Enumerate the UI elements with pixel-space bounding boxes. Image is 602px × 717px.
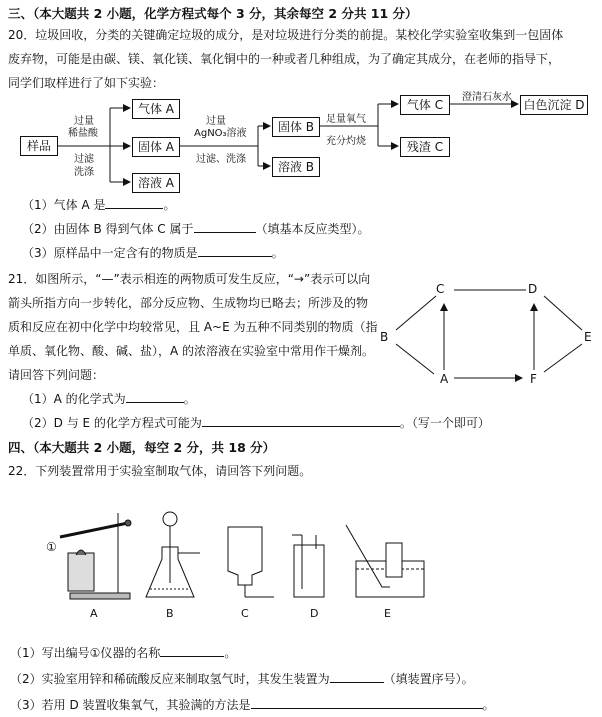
- q20-sub1-blank[interactable]: [105, 196, 163, 209]
- q22-sub2-blank[interactable]: [330, 670, 384, 683]
- edge-d-e: [544, 296, 582, 330]
- flow-sample: 样品: [20, 136, 58, 156]
- node-a: A: [440, 372, 449, 386]
- flow-step3-top: 足量氧气: [326, 114, 366, 125]
- q21-line1: 21．如图所示，“—”表示相连的两物质可发生反应，“→”表示可以向: [8, 272, 371, 286]
- q22-sub2-end: （填装置序号）。: [383, 672, 474, 686]
- q21-sub2: （2）D 与 E 的化学方程式可能为: [22, 416, 202, 430]
- marker-1: ①: [46, 540, 57, 554]
- q20-line3: 同学们取样进行了如下实验：: [8, 76, 165, 90]
- q22-sub3-end: 。: [482, 698, 495, 712]
- q20-sub1: （1）气体 A 是: [22, 198, 106, 212]
- flow-step1-b2: 洗涤: [74, 167, 94, 178]
- q21-line3: 质和反应在初中化学中均较常见，且 A~E 为五种不同类别的物质（指: [8, 320, 378, 334]
- q22-sub1-row: [10, 644, 236, 661]
- q21-sub2-end: 。（写一个即可）: [399, 416, 490, 430]
- q21-sub1-blank[interactable]: [126, 390, 184, 403]
- flow-step1-b1: 过滤: [74, 154, 94, 165]
- q22-sub3-row: [10, 696, 495, 713]
- q20-sub1-row: [22, 196, 176, 213]
- node-d: D: [528, 282, 538, 296]
- q22-sub1-end: 。: [224, 646, 237, 660]
- q21-sub1-end: 。: [183, 392, 196, 406]
- q21-relation-diagram: [370, 278, 602, 398]
- node-e: E: [584, 330, 592, 344]
- flow-gas-c: 气体 C: [400, 95, 450, 115]
- edge-b-c: [396, 296, 436, 330]
- q21-sub1-row: [22, 390, 196, 407]
- q20-line1: 20．垃圾回收，分类的关键确定垃圾的成分，是对垃圾进行分类的前提。某校化学实验室收集到一包固体: [8, 28, 564, 42]
- flow-solution-a: 溶液 A: [132, 173, 180, 193]
- q22-sub1: （1）写出编号①仪器的名称: [10, 646, 161, 660]
- q21-line4: 单质、氧化物、酸、碱、盐），A 的浓溶液在实验室中常用作干燥剂。: [8, 344, 375, 358]
- q21-line2: 箭头所指方向一步转化，部分反应物、生成物均已略去；所涉及的物: [8, 296, 369, 310]
- flow-step3-bottom: 充分灼烧: [326, 136, 366, 147]
- q21-sub2-row: [22, 414, 490, 431]
- q21-sub2-blank[interactable]: [202, 414, 400, 427]
- flow-solution-b: 溶液 B: [272, 157, 320, 177]
- flow-step4-top: 澄清石灰水: [462, 92, 512, 103]
- q21-line5: 请回答下列问题：: [8, 368, 105, 382]
- q20-sub3-blank[interactable]: [198, 244, 272, 257]
- apparatus-label-a: A: [90, 607, 98, 620]
- q20-sub2-blank[interactable]: [194, 220, 256, 233]
- apparatus-label-d: D: [310, 607, 319, 620]
- edge-b-a: [396, 344, 434, 374]
- q22-line1: 22．下列装置常用于实验室制取气体，请回答下列问题。: [8, 464, 312, 478]
- q20-sub1-end: 。: [163, 198, 176, 212]
- q20-line2: 废弃物，可能是由碳、镁、氧化镁、氧化铜中的一种或者几种组成，为了确定其成分，在老师的指导下，: [8, 52, 561, 66]
- flow-step2-bottom: 过滤、洗涤: [196, 154, 246, 165]
- q20-sub3: （3）原样品中一定含有的物质是: [22, 246, 198, 260]
- apparatus-label-e: E: [384, 607, 391, 620]
- flow-gas-a: 气体 A: [132, 99, 180, 119]
- apparatus-a: [60, 513, 131, 599]
- apparatus-e: [346, 525, 424, 597]
- node-c: C: [436, 282, 445, 296]
- q20-sub2-end: （填基本反应类型）。: [255, 222, 370, 236]
- flow-step1-mid: 稀盐酸: [68, 128, 98, 139]
- flow-step1-top: 过量: [74, 116, 94, 127]
- flow-white-precip-d: 白色沉淀 D: [520, 95, 588, 115]
- apparatus-label-b: B: [166, 607, 174, 620]
- apparatus-c: [228, 527, 274, 597]
- q22-sub3-blank[interactable]: [251, 696, 483, 709]
- q22-apparatus: [30, 505, 430, 605]
- flow-step2-mid: AgNO₃溶液: [194, 128, 247, 139]
- flow-step2-top: 过量: [206, 116, 226, 127]
- apparatus-b: [146, 512, 200, 597]
- node-f: F: [530, 372, 537, 386]
- flow-solid-b: 固体 B: [272, 117, 320, 137]
- q20-sub2-row: [22, 220, 370, 237]
- node-b: B: [380, 330, 389, 344]
- section3-heading: 三、（本大题共 2 小题，化学方程式每个 3 分，其余每空 2 分共 11 分）: [8, 6, 418, 21]
- section4-heading: 四、（本大题共 2 小题，每空 2 分，共 18 分）: [8, 440, 276, 455]
- q22-sub2: （2）实验室用锌和稀硫酸反应来制取氢气时，其发生装置为: [10, 672, 330, 686]
- flow-solid-a: 固体 A: [132, 137, 180, 157]
- edge-f-e: [544, 344, 582, 372]
- apparatus-d: [292, 535, 324, 597]
- q20-sub3-row: [22, 244, 284, 261]
- q20-sub3-end: 。: [271, 246, 284, 260]
- q22-sub2-row: [10, 670, 474, 687]
- apparatus-label-c: C: [241, 607, 249, 620]
- q20-sub2: （2）由固体 B 得到气体 C 属于: [22, 222, 194, 236]
- q22-sub1-blank[interactable]: [160, 644, 224, 657]
- q22-sub3: （3）若用 D 装置收集氧气，其验满的方法是: [10, 698, 251, 712]
- flow-residue-c: 残渣 C: [400, 137, 450, 157]
- q21-sub1: （1）A 的化学式为: [22, 392, 126, 406]
